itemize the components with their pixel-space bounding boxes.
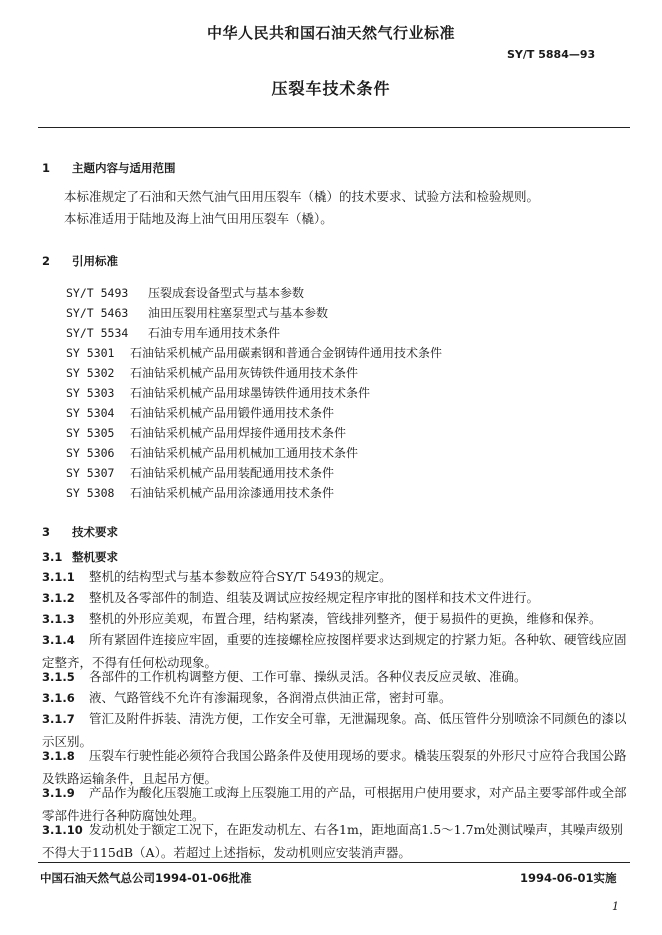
section-1-paragraph: 本标准适用于陆地及海上油气田用压裂车（橇）。 [64, 211, 333, 226]
clause [42, 666, 630, 689]
subsection-3-1-heading [42, 549, 118, 565]
clause-text: 管汇及附件拆装、清洗方便，工作安全可靠，无泄漏现象。高、低压管件分别喷涂不同颜色的漆以示区别。 [42, 711, 627, 749]
clause-text: 整机的结构型式与基本参数应符合SY/T 5493的规定。 [89, 569, 392, 584]
reference-row [66, 364, 358, 384]
subsection-title: 整机要求 [72, 550, 118, 564]
document-title: 压裂车技术条件 [271, 79, 391, 98]
clause-text: 发动机处于额定工况下，在距发动机左、右各1m，距地面高1.5～1.7m处测试噪声，其噪声级别不得大于115dB（A）。若超过上述指标，发动机则应安装消声器。 [42, 822, 623, 860]
section-1-paragraph: 本标准规定了石油和天然气油气田用压裂车（橇）的技术要求、试验方法和检验规则。 [64, 189, 540, 204]
reference-code: SY/T 5534 [66, 326, 129, 340]
section-1-heading [42, 160, 176, 176]
reference-code: SY 5304 [66, 406, 115, 420]
footer-divider [38, 862, 630, 863]
page-number: 1 [612, 900, 619, 913]
reference-row [66, 284, 304, 304]
section-title: 技术要求 [72, 525, 118, 539]
clause-text: 各部件的工作机构调整方便、工作可靠、操纵灵活。各种仪表反应灵敏、准确。 [89, 669, 527, 684]
reference-title: 油田压裂用柱塞泵型式与基本参数 [148, 306, 329, 320]
clause-number: 3.1.10 [42, 823, 83, 837]
clause-number: 3.1.5 [42, 670, 75, 684]
reference-code: SY 5301 [66, 346, 115, 360]
reference-row [66, 444, 358, 464]
reference-title: 石油钻采机械产品用锻件通用技术条件 [130, 406, 335, 420]
header-divider [38, 127, 630, 128]
section-number: 1 [42, 161, 51, 175]
reference-code: SY/T 5463 [66, 306, 129, 320]
reference-row [66, 484, 334, 504]
reference-title: 石油钻采机械产品用灰铸铁件通用技术条件 [130, 366, 359, 380]
reference-title: 石油钻采机械产品用涂漆通用技术条件 [130, 486, 335, 500]
clause-number: 3.1.2 [42, 591, 75, 605]
reference-row [66, 304, 328, 324]
reference-code: SY 5308 [66, 486, 115, 500]
reference-row [66, 424, 346, 444]
clause-text: 所有紧固件连接应牢固，重要的连接螺栓应按图样要求达到规定的拧紧力矩。各种软、硬管线应固定整齐，不得有任何松动现象。 [42, 632, 627, 670]
clause [42, 819, 630, 863]
clause-number: 3.1.3 [42, 612, 75, 626]
clause [42, 587, 630, 610]
reference-row [66, 344, 442, 364]
reference-title: 石油钻采机械产品用焊接件通用技术条件 [130, 426, 347, 440]
section-title: 引用标准 [72, 254, 118, 268]
reference-code: SY 5305 [66, 426, 115, 440]
clause-number: 3.1.7 [42, 712, 75, 726]
reference-title: 压裂成套设备型式与基本参数 [148, 286, 305, 300]
clause-number: 3.1.4 [42, 633, 75, 647]
reference-code: SY 5302 [66, 366, 115, 380]
clause-text: 整机及各零部件的制造、组装及调试应按经规定程序审批的图样和技术文件进行。 [89, 590, 540, 605]
clause [42, 608, 630, 631]
section-3-heading [42, 524, 118, 540]
clause-number: 3.1.8 [42, 749, 75, 763]
reference-row [66, 404, 334, 424]
reference-row [66, 324, 280, 344]
section-number: 2 [42, 254, 51, 268]
implementation-date: 1994-06-01实施 [520, 871, 617, 885]
clause-text: 产品作为酸化压裂施工或海上压裂施工用的产品，可根据用户使用要求，对产品主要零部件或全部零部件进行各种防腐蚀处理。 [42, 785, 627, 823]
reference-code: SY 5306 [66, 446, 115, 460]
clause-number: 3.1.9 [42, 786, 75, 800]
standard-number: SY/T 5884—93 [507, 48, 596, 61]
reference-code: SY/T 5493 [66, 286, 129, 300]
clause-text: 压裂车行驶性能必须符合我国公路条件及使用现场的要求。橇装压裂泵的外形尺寸应符合我国公路及铁路运输条件，且起吊方便。 [42, 748, 627, 786]
approval-statement: 中国石油天然气总公司1994-01-06批准 [40, 871, 252, 885]
subsection-number: 3.1 [42, 550, 63, 564]
section-number: 3 [42, 525, 51, 539]
reference-code: SY 5303 [66, 386, 115, 400]
reference-title: 石油钻采机械产品用碳素钢和普通合金钢铸件通用技术条件 [130, 346, 443, 360]
clause-text: 整机的外形应美观，布置合理，结构紧凑，管线排列整齐，便于易损件的更换，维修和保养。 [89, 611, 602, 626]
clause [42, 687, 630, 710]
reference-row [66, 384, 370, 404]
section-title: 主题内容与适用范围 [72, 161, 176, 175]
reference-title: 石油钻采机械产品用球墨铸铁件通用技术条件 [130, 386, 371, 400]
clause-number: 3.1.6 [42, 691, 75, 705]
reference-row [66, 464, 334, 484]
reference-title: 石油钻采机械产品用机械加工通用技术条件 [130, 446, 359, 460]
clause [42, 566, 630, 589]
clause-number: 3.1.1 [42, 570, 75, 584]
reference-title: 石油钻采机械产品用装配通用技术条件 [130, 466, 335, 480]
section-2-heading [42, 253, 118, 269]
reference-title: 石油专用车通用技术条件 [148, 326, 281, 340]
clause-text: 液、气路管线不允许有渗漏现象，各润滑点供油正常，密封可靠。 [89, 690, 452, 705]
standard-issuer-title: 中华人民共和国石油天然气行业标准 [206, 24, 455, 42]
reference-code: SY 5307 [66, 466, 115, 480]
